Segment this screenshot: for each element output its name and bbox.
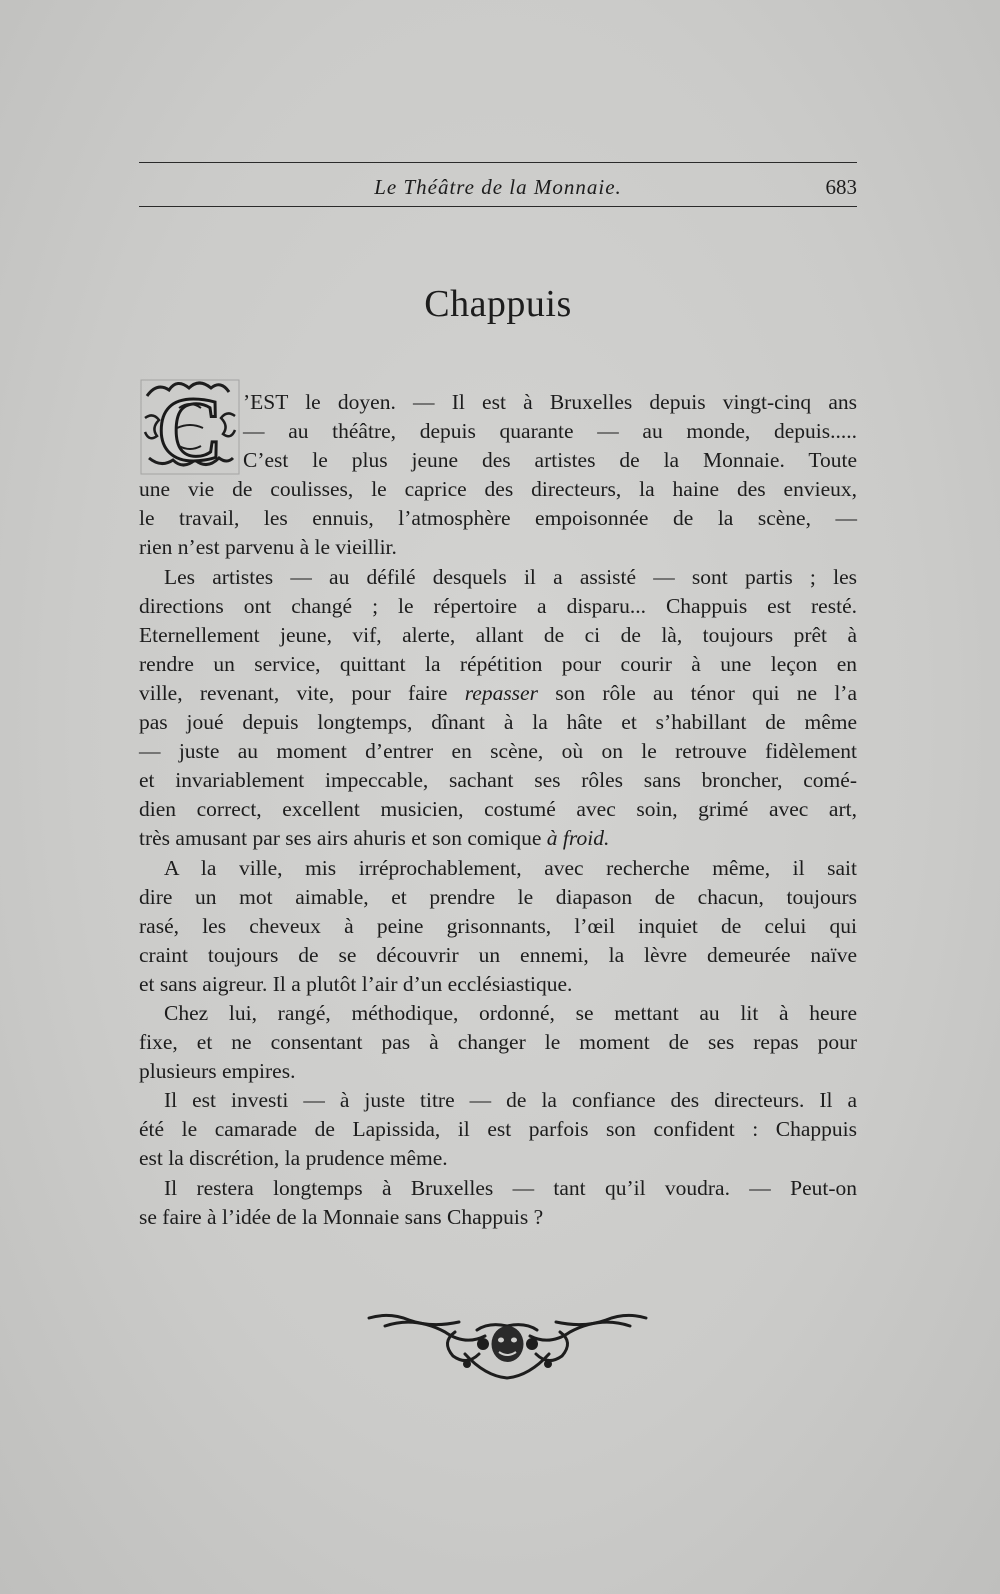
text-line: rendre un service, quittant la répétition pour courir à une leçon en bbox=[139, 651, 857, 676]
text-line: le travail, les ennuis, l’atmosphère empoisonnée de la scène, — bbox=[139, 506, 857, 531]
text-line: Il restera longtemps à Bruxelles — tant qu’il voudra. — Peut-on bbox=[164, 1175, 857, 1200]
text-line: pas joué depuis longtemps, dînant à la hâte et s’habillant de même bbox=[139, 710, 857, 735]
body-text bbox=[139, 388, 857, 1232]
dropcap-letter: C bbox=[156, 378, 224, 476]
text-line: une vie de coulisses, le caprice des directeurs, la haine des envieux, bbox=[139, 477, 857, 502]
header-rule-bottom bbox=[139, 206, 857, 207]
tailpiece-ornament bbox=[365, 1310, 650, 1380]
text-line: Eternellement jeune, vif, alerte, allant de ci de là, toujours prêt à bbox=[139, 622, 857, 647]
article-title: Chappuis bbox=[424, 283, 572, 325]
text-line: directions ont changé ; le répertoire a disparu... Chappuis est resté. bbox=[139, 593, 857, 618]
text-line: — au théâtre, depuis quarante — au monde, depuis..... bbox=[243, 419, 857, 444]
text-line: — juste au moment d’entrer en scène, où on le retrouve fidèlement bbox=[139, 739, 857, 764]
text-line bbox=[139, 679, 857, 708]
text-line: Chez lui, rangé, méthodique, ordonné, se mettant au lit à heure bbox=[164, 1000, 857, 1025]
page-number: 683 bbox=[825, 175, 857, 199]
running-title: Le Théâtre de la Monnaie. bbox=[374, 175, 622, 199]
text-line bbox=[139, 824, 857, 853]
text-line: Il est investi — à juste titre — de la confiance des directeurs. Il a bbox=[164, 1088, 857, 1113]
text-line: A la ville, mis irréprochablement, avec recherche même, il sait bbox=[164, 855, 857, 880]
text-line: rasé, les cheveux à peine grisonnants, l’œil inquiet de celui qui bbox=[139, 913, 857, 938]
text-line: dire un mot aimable, et prendre le diapason de chacun, toujours bbox=[139, 884, 857, 909]
text-line: plusieurs empires. bbox=[139, 1059, 296, 1084]
italic-word: repasser bbox=[464, 680, 538, 705]
header-rule-top bbox=[139, 162, 857, 163]
text-line: fixe, et ne consentant pas à changer le moment de ses repas pour bbox=[139, 1030, 857, 1055]
text-line: se faire à l’idée de la Monnaie sans Chappuis ? bbox=[139, 1204, 544, 1229]
text-line: C’est le plus jeune des artistes de la Monnaie. Toute bbox=[243, 448, 857, 473]
running-head bbox=[139, 172, 857, 202]
text-segment: son rôle au ténor qui ne l’a bbox=[555, 680, 858, 705]
text-line: Les artistes — au défilé desquels il a assisté — sont partis ; les bbox=[164, 564, 857, 589]
italic-word: à froid. bbox=[546, 826, 610, 851]
text-line: et sans aigreur. Il a plutôt l’air d’un ecclésiastique. bbox=[139, 971, 573, 996]
text-segment: très amusant par ses airs ahuris et son comique bbox=[139, 826, 542, 851]
text-segment: ville, revenant, vite, pour faire bbox=[139, 680, 448, 705]
text-line: et invariablement impeccable, sachant ses rôles sans broncher, comé- bbox=[139, 768, 857, 793]
text-line: est la discrétion, la prudence même. bbox=[139, 1146, 448, 1171]
text-line: craint toujours de se découvrir un ennemi, la lèvre demeurée naïve bbox=[139, 942, 857, 967]
text-line: ’EST le doyen. — Il est à Bruxelles depuis vingt-cinq ans bbox=[243, 390, 857, 414]
text-line: été le camarade de Lapissida, il est parfois son confident : Chappuis bbox=[139, 1117, 857, 1142]
text-line: dien correct, excellent musicien, costumé avec soin, grimé avec art, bbox=[139, 797, 857, 822]
text-line: rien n’est parvenu à le vieillir. bbox=[139, 535, 397, 560]
